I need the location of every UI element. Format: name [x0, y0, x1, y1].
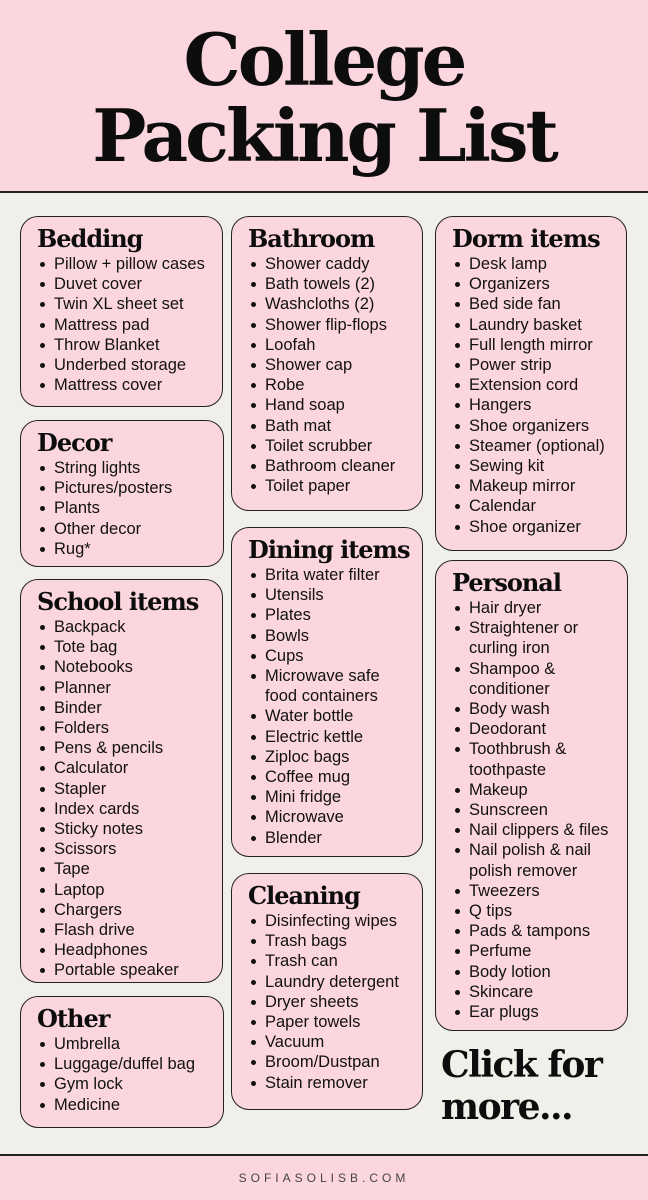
- school-list-item: Tote bag: [37, 637, 212, 657]
- decor-list-item: Pictures/posters: [37, 478, 213, 498]
- bathroom-list-item: Shower flip-flops: [248, 315, 412, 335]
- dorm-list-item: Shoe organizers: [452, 416, 616, 436]
- dorm-list-item: Makeup mirror: [452, 476, 616, 496]
- school-list-item: Flash drive: [37, 920, 212, 940]
- personal-list-item: Sunscreen: [452, 800, 617, 820]
- dining-list-item: Microwave safe food containers: [248, 666, 412, 706]
- school-list-item: Portable speaker: [37, 960, 212, 980]
- cleaning-list-item: Disinfecting wipes: [248, 911, 412, 931]
- bedding-heading: Bedding: [37, 224, 143, 253]
- cleaning-list: [248, 911, 412, 1093]
- personal-list-item: Skincare: [452, 982, 617, 1002]
- cleaning-list-item: Vacuum: [248, 1032, 412, 1052]
- dorm-list-item: Hangers: [452, 395, 616, 415]
- school-list-item: Backpack: [37, 617, 212, 637]
- dorm-list-item: Bed side fan: [452, 294, 616, 314]
- dorm-list-item: Calendar: [452, 496, 616, 516]
- dorm-list-item: Steamer (optional): [452, 436, 616, 456]
- personal-list-item: Tweezers: [452, 881, 617, 901]
- bathroom-card: [231, 216, 423, 511]
- dining-list-item: Mini fridge: [248, 787, 412, 807]
- school-list-item: Headphones: [37, 940, 212, 960]
- decor-list: [37, 458, 213, 559]
- cleaning-list-item: Trash bags: [248, 931, 412, 951]
- personal-list: [452, 598, 617, 1022]
- personal-list-item: Makeup: [452, 780, 617, 800]
- personal-list-item: Body lotion: [452, 962, 617, 982]
- bathroom-list-item: Washcloths (2): [248, 294, 412, 314]
- decor-list-item: Other decor: [37, 519, 213, 539]
- personal-card: [435, 560, 628, 1031]
- school-list-item: Planner: [37, 678, 212, 698]
- school-list-item: Index cards: [37, 799, 212, 819]
- bedding-list-item: Pillow + pillow cases: [37, 254, 212, 274]
- bathroom-list-item: Shower cap: [248, 355, 412, 375]
- dorm-list-item: Laundry basket: [452, 315, 616, 335]
- decor-list-item: Rug*: [37, 539, 213, 559]
- page-title-line-2: Packing List: [92, 93, 556, 178]
- school-list-item: Sticky notes: [37, 819, 212, 839]
- school-list-item: Laptop: [37, 880, 212, 900]
- dining-list-item: Coffee mug: [248, 767, 412, 787]
- bathroom-list-item: Robe: [248, 375, 412, 395]
- dorm-list-item: Sewing kit: [452, 456, 616, 476]
- bathroom-list-item: Bathroom cleaner: [248, 456, 412, 476]
- dorm-list-item: Extension cord: [452, 375, 616, 395]
- dorm-list-item: Organizers: [452, 274, 616, 294]
- personal-list-item: Shampoo & conditioner: [452, 659, 617, 699]
- dining-list-item: Water bottle: [248, 706, 412, 726]
- school-items-list: [37, 617, 212, 981]
- dining-list-item: Cups: [248, 646, 412, 666]
- school-items-heading: School items: [37, 587, 199, 616]
- school-list-item: Pens & pencils: [37, 738, 212, 758]
- dining-list-item: Brita water filter: [248, 565, 412, 585]
- decor-list-item: Plants: [37, 498, 213, 518]
- cleaning-card: [231, 873, 423, 1110]
- other-heading: Other: [37, 1004, 110, 1033]
- other-list-item: Medicine: [37, 1095, 213, 1115]
- page-title-line-1: College: [183, 17, 465, 102]
- school-items-card: [20, 579, 223, 983]
- bedding-list-item: Twin XL sheet set: [37, 294, 212, 314]
- other-list: [37, 1034, 213, 1115]
- bedding-card: [20, 216, 223, 407]
- dorm-items-list: [452, 254, 616, 537]
- personal-list-item: Hair dryer: [452, 598, 617, 618]
- school-list-item: Binder: [37, 698, 212, 718]
- footer-banner: [0, 1154, 648, 1200]
- personal-list-item: Straightener or curling iron: [452, 618, 617, 658]
- bedding-list: [37, 254, 212, 395]
- dining-list-item: Utensils: [248, 585, 412, 605]
- personal-list-item: Nail clippers & files: [452, 820, 617, 840]
- bathroom-list-item: Hand soap: [248, 395, 412, 415]
- bedding-list-item: Underbed storage: [37, 355, 212, 375]
- dining-items-heading: Dining items: [248, 535, 410, 564]
- cleaning-heading: Cleaning: [248, 881, 360, 910]
- cleaning-list-item: Dryer sheets: [248, 992, 412, 1012]
- cleaning-list-item: Laundry detergent: [248, 972, 412, 992]
- dining-list-item: Plates: [248, 605, 412, 625]
- personal-list-item: Nail polish & nail polish remover: [452, 840, 617, 880]
- personal-heading: Personal: [452, 568, 561, 597]
- personal-list-item: Pads & tampons: [452, 921, 617, 941]
- school-list-item: Scissors: [37, 839, 212, 859]
- dorm-items-card: [435, 216, 627, 551]
- dorm-list-item: Shoe organizer: [452, 517, 616, 537]
- dorm-items-heading: Dorm items: [452, 224, 600, 253]
- personal-list-item: Perfume: [452, 941, 617, 961]
- cleaning-list-item: Stain remover: [248, 1073, 412, 1093]
- personal-list-item: Deodorant: [452, 719, 617, 739]
- personal-list-item: Q tips: [452, 901, 617, 921]
- bathroom-heading: Bathroom: [248, 224, 375, 253]
- school-list-item: Chargers: [37, 900, 212, 920]
- bedding-list-item: Mattress cover: [37, 375, 212, 395]
- dining-items-list: [248, 565, 412, 848]
- school-list-item: Stapler: [37, 779, 212, 799]
- personal-list-item: Ear plugs: [452, 1002, 617, 1022]
- click-for-more-link[interactable]: Click for more...: [441, 1044, 602, 1128]
- school-list-item: Tape: [37, 859, 212, 879]
- cleaning-list-item: Trash can: [248, 951, 412, 971]
- school-list-item: Calculator: [37, 758, 212, 778]
- bathroom-list: [248, 254, 412, 496]
- other-list-item: Gym lock: [37, 1074, 213, 1094]
- cleaning-list-item: Paper towels: [248, 1012, 412, 1032]
- dining-items-card: [231, 527, 423, 857]
- decor-heading: Decor: [37, 428, 112, 457]
- footer-site-url[interactable]: SOFIASOLISB.COM: [238, 1171, 410, 1185]
- dining-list-item: Microwave: [248, 807, 412, 827]
- dining-list-item: Blender: [248, 828, 412, 848]
- personal-list-item: Body wash: [452, 699, 617, 719]
- dining-list-item: Bowls: [248, 626, 412, 646]
- other-card: [20, 996, 224, 1128]
- bathroom-list-item: Shower caddy: [248, 254, 412, 274]
- bedding-list-item: Duvet cover: [37, 274, 212, 294]
- bathroom-list-item: Toilet scrubber: [248, 436, 412, 456]
- bathroom-list-item: Loofah: [248, 335, 412, 355]
- bathroom-list-item: Toilet paper: [248, 476, 412, 496]
- dorm-list-item: Desk lamp: [452, 254, 616, 274]
- dorm-list-item: Full length mirror: [452, 335, 616, 355]
- bedding-list-item: Throw Blanket: [37, 335, 212, 355]
- bathroom-list-item: Bath towels (2): [248, 274, 412, 294]
- personal-list-item: Toothbrush & toothpaste: [452, 739, 617, 779]
- school-list-item: Folders: [37, 718, 212, 738]
- other-list-item: Luggage/duffel bag: [37, 1054, 213, 1074]
- cleaning-list-item: Broom/Dustpan: [248, 1052, 412, 1072]
- dining-list-item: Ziploc bags: [248, 747, 412, 767]
- bedding-list-item: Mattress pad: [37, 315, 212, 335]
- school-list-item: Notebooks: [37, 657, 212, 677]
- other-list-item: Umbrella: [37, 1034, 213, 1054]
- header-banner: [0, 0, 648, 193]
- bathroom-list-item: Bath mat: [248, 416, 412, 436]
- dining-list-item: Electric kettle: [248, 727, 412, 747]
- decor-card: [20, 420, 224, 567]
- dorm-list-item: Power strip: [452, 355, 616, 375]
- decor-list-item: String lights: [37, 458, 213, 478]
